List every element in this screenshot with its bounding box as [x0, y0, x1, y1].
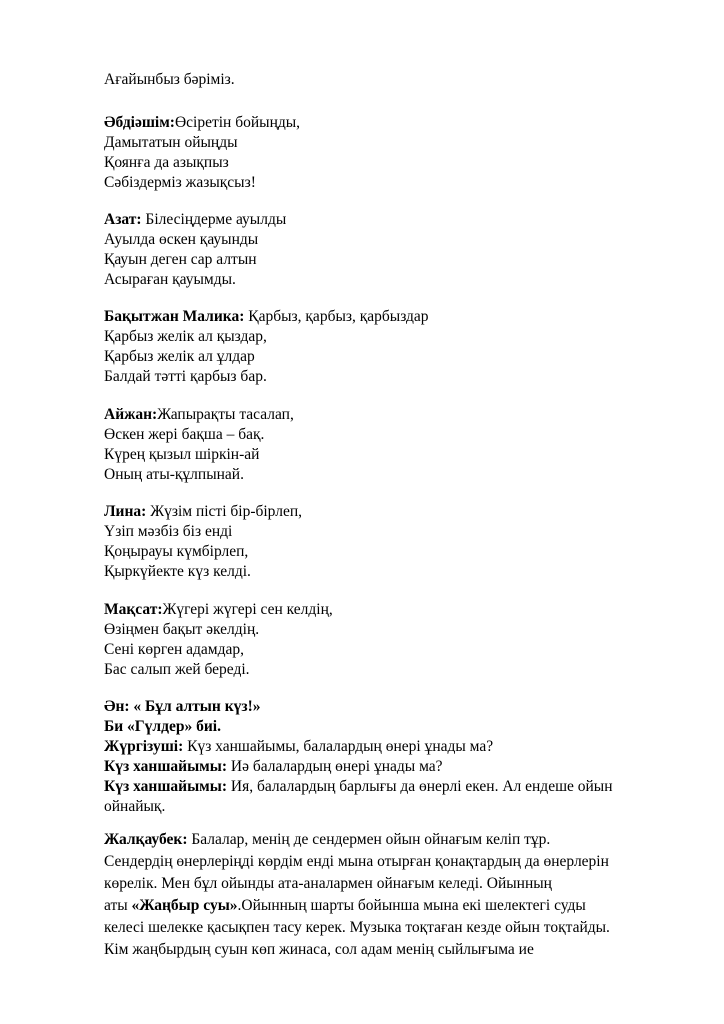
dialogue-text: Күз ханшайымы, балалардың өнері ұнады ма? — [183, 738, 494, 755]
verse-line: Бас салып жей береді. — [104, 661, 250, 678]
song-line: Ән: « Бұл алтын күз!» — [104, 698, 261, 715]
paragraph-text: .Ойынның шарты бойынша мына екі шелектегі суды — [237, 897, 586, 914]
verse-line: Үзіп мәзбіз біз енді — [104, 523, 233, 540]
stanza-first-line — [104, 600, 333, 620]
paragraph-line — [104, 896, 586, 916]
verse-text: Білесіңдерме ауылды — [141, 211, 287, 228]
dialogue-line — [104, 757, 443, 777]
verse-text: Өсіретін бойыңды, — [174, 114, 301, 131]
dialogue-line — [104, 737, 493, 757]
speaker-name: Жүргізуші: — [104, 738, 184, 755]
dance-line: Би «Гүлдер» биі. — [104, 718, 221, 735]
game-name: «Жаңбыр суы» — [131, 897, 238, 914]
verse-text: Жүгері жүгері сен келдің, — [162, 601, 333, 618]
paragraph-text: аты — [104, 897, 132, 914]
verse-text: Жүзім пісті бір-бірлеп, — [146, 503, 303, 520]
verse-line: Қыркүйекте күз келді. — [104, 563, 251, 580]
paragraph-first-line — [104, 830, 550, 850]
paragraph-line: Кім жаңбырдың суын көп жинаса, сол адам менің сыйлығыма ие — [104, 941, 534, 958]
speaker-name: Азат: — [104, 211, 142, 228]
stanza-first-line — [104, 307, 429, 327]
speaker-name: Айжан: — [104, 406, 158, 423]
verse-line: Асыраған қауымды. — [104, 271, 236, 288]
verse-line: Қарбыз желік ал қыздар, — [104, 328, 267, 345]
verse-line: Балдай тәтті қарбыз бар. — [104, 368, 267, 385]
verse-line: Өскен жері бақша – бақ. — [104, 426, 265, 443]
dialogue-text: Иә балалардың өнері ұнады ма? — [227, 758, 443, 775]
verse-line: Қоянға да азықпыз — [104, 154, 229, 171]
paragraph-line: Сендердің өнерлеріңді көрдім енді мына отырған қонақтардың да өнерлерін — [104, 853, 609, 870]
speaker-name: Күз ханшайымы: — [104, 758, 228, 775]
stanza-first-line — [104, 405, 294, 425]
speaker-name: Күз ханшайымы: — [104, 778, 228, 795]
verse-line: Оның аты-құлпынай. — [104, 466, 244, 483]
verse-text: Жапырақты тасалап, — [157, 406, 294, 423]
verse-text: Қарбыз, қарбыз, қарбыздар — [244, 308, 429, 325]
verse-line: Күрең қызыл шіркін-ай — [104, 446, 260, 463]
paragraph-line: көрелік. Мен бұл ойынды ата-аналармен ойнағым келеді. Ойынның — [104, 875, 552, 892]
verse-line: Қауын деген сар алтын — [104, 251, 257, 268]
verse-line: Сені көрген адамдар, — [104, 641, 244, 658]
stanza-first-line — [104, 502, 302, 522]
verse-line: Қарбыз желік ал ұлдар — [104, 348, 255, 365]
stanza-first-line — [104, 113, 300, 133]
speaker-name: Лина: — [104, 503, 147, 520]
paragraph-text: Балалар, менің де сендермен ойын ойнағым келіп тұр. — [187, 831, 551, 848]
dialogue-continuation: ойнайық. — [104, 798, 166, 815]
stanza-first-line — [104, 210, 286, 230]
verse-line: Ауылда өскен қауынды — [104, 231, 259, 248]
speaker-name: Жалқаубек: — [104, 831, 188, 848]
verse-line: Өзіңмен бақыт әкелдің. — [104, 621, 260, 638]
speaker-name: Бақытжан Малика: — [104, 308, 245, 325]
speaker-name: Мақсат: — [104, 601, 163, 618]
verse-line: Қоңырауы күмбірлеп, — [104, 543, 249, 560]
speaker-name: Әбдіәшім: — [104, 114, 175, 131]
paragraph-line: келесі шелекке қасықпен тасу керек. Музыка тоқтаған кезде ойын тоқтайды. — [104, 919, 610, 936]
opening-line: Ағайынбыз бәріміз. — [104, 71, 235, 88]
dialogue-line — [104, 777, 613, 797]
verse-line: Дамытатын ойыңды — [104, 134, 238, 151]
verse-line: Сәбіздерміз жазықсыз! — [104, 174, 256, 191]
dialogue-text: Ия, балалардың барлығы да өнерлі екен. Ал ендеше ойын — [227, 778, 613, 795]
